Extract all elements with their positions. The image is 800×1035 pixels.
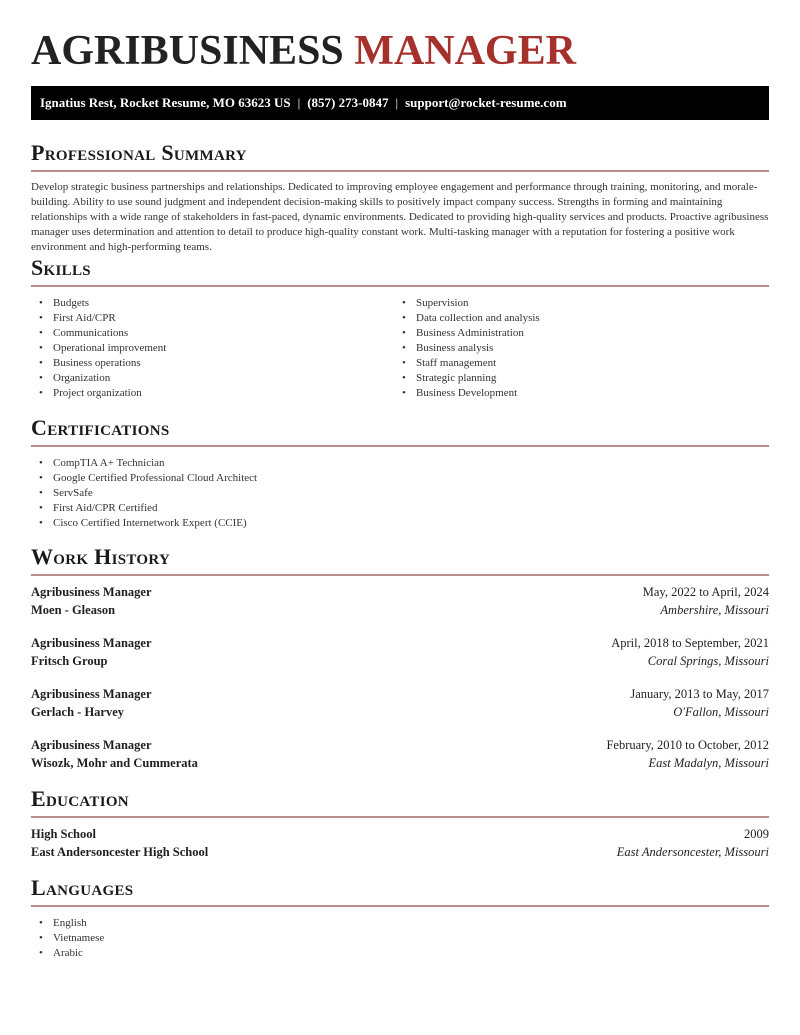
section-heading: Professional Summary <box>31 140 247 165</box>
list-item: • Organization <box>31 371 394 386</box>
section-heading: Certifications <box>31 415 170 440</box>
languages-list <box>31 916 769 961</box>
list-item: • Operational improvement <box>31 341 394 356</box>
school-location: East Andersoncester, Missouri <box>616 845 769 859</box>
certifications-list <box>31 456 769 531</box>
list-item: • Business Development <box>394 386 757 401</box>
resume-title <box>31 27 576 75</box>
list-item: • Supervision <box>394 296 757 311</box>
skills-list-left <box>31 296 394 401</box>
list-item: • Project organization <box>31 386 394 401</box>
job-title: Agribusiness Manager <box>31 585 152 599</box>
education-section <box>31 786 769 877</box>
contact-email[interactable]: support@rocket-resume.com <box>405 95 567 110</box>
list-item: • Budgets <box>31 296 394 311</box>
list-item: • Staff management <box>394 356 757 371</box>
job-title: Agribusiness Manager <box>31 687 152 701</box>
job-company: Moen - Gleason <box>31 603 116 617</box>
list-item: • First Aid/CPR Certified <box>31 501 769 516</box>
job-location: Ambershire, Missouri <box>660 603 769 617</box>
title-main: AGRIBUSINESS <box>31 28 344 74</box>
work-history-section <box>31 544 769 788</box>
list-item: • First Aid/CPR <box>31 311 394 326</box>
list-item: • Arabic <box>31 946 769 961</box>
job-location: Coral Springs, Missouri <box>647 654 769 668</box>
list-item: • Cisco Certified Internetwork Expert (CCIE) <box>31 516 769 531</box>
separator: | <box>395 95 399 110</box>
job-title: Agribusiness Manager <box>31 636 152 650</box>
job-company: Wisozk, Mohr and Cummerata <box>31 756 198 770</box>
list-item: • Business Administration <box>394 326 757 341</box>
section-divider <box>31 445 769 447</box>
job-location: East Madalyn, Missouri <box>648 756 769 770</box>
summary-text: Develop strategic business partnerships and relationships. Dedicated to improving employee engagement and performance through training, monitoring, and morale-building. Ability to use sound judgment and independent decision-making skills to positively impact company success. Strengths in forming and maintaining relationships with a wide range of stakeholders in fast-paced, dynamic environments. Dedicated to providing high-quality services and products. Proactive agribusiness manager uses determination and attention to detail to produce high-quality constant work. Multi-tasking manager with a reputation for fostering a positive work environment and high-performing teams. <box>31 181 769 253</box>
list-item: • Vietnamese <box>31 931 769 946</box>
list-item: • Business analysis <box>394 341 757 356</box>
job-entry <box>31 584 769 618</box>
list-item: • ServSafe <box>31 486 769 501</box>
section-heading: Work History <box>31 544 171 569</box>
contact-phone: (857) 273-0847 <box>307 95 389 110</box>
list-item: • Google Certified Professional Cloud Architect <box>31 471 769 486</box>
section-heading: Languages <box>31 875 134 900</box>
section-divider <box>31 905 769 907</box>
job-company: Gerlach - Harvey <box>31 705 125 719</box>
section-divider <box>31 285 769 287</box>
contact-address: Ignatius Rest, Rocket Resume, MO 63623 US <box>40 95 291 110</box>
job-entry <box>31 686 769 720</box>
graduation-year: 2009 <box>744 827 769 841</box>
section-heading: Education <box>31 786 129 811</box>
job-location: O'Fallon, Missouri <box>673 705 769 719</box>
skills-list-right <box>394 296 757 401</box>
job-dates: February, 2010 to October, 2012 <box>606 738 769 752</box>
section-heading: Skills <box>31 255 91 280</box>
skills-section <box>31 255 769 401</box>
job-entry <box>31 737 769 771</box>
job-dates: April, 2018 to September, 2021 <box>611 636 769 650</box>
list-item: • Business operations <box>31 356 394 371</box>
section-divider <box>31 170 769 172</box>
list-item: • Communications <box>31 326 394 341</box>
title-accent: MANAGER <box>354 28 576 74</box>
job-title: Agribusiness Manager <box>31 738 152 752</box>
list-item: • CompTIA A+ Technician <box>31 456 769 471</box>
section-divider <box>31 816 769 818</box>
list-item: • Data collection and analysis <box>394 311 757 326</box>
contact-bar <box>31 86 769 120</box>
school-name: East Andersoncester High School <box>31 845 209 859</box>
job-dates: May, 2022 to April, 2024 <box>642 585 769 599</box>
list-item: • English <box>31 916 769 931</box>
list-item: • Strategic planning <box>394 371 757 386</box>
separator: | <box>297 95 301 110</box>
job-company: Fritsch Group <box>31 654 108 668</box>
job-dates: January, 2013 to May, 2017 <box>630 687 769 701</box>
certifications-section <box>31 415 769 531</box>
education-entry <box>31 826 769 860</box>
section-divider <box>31 574 769 576</box>
summary-section <box>31 140 769 266</box>
degree: High School <box>31 827 96 841</box>
languages-section <box>31 875 769 961</box>
job-entry <box>31 635 769 669</box>
